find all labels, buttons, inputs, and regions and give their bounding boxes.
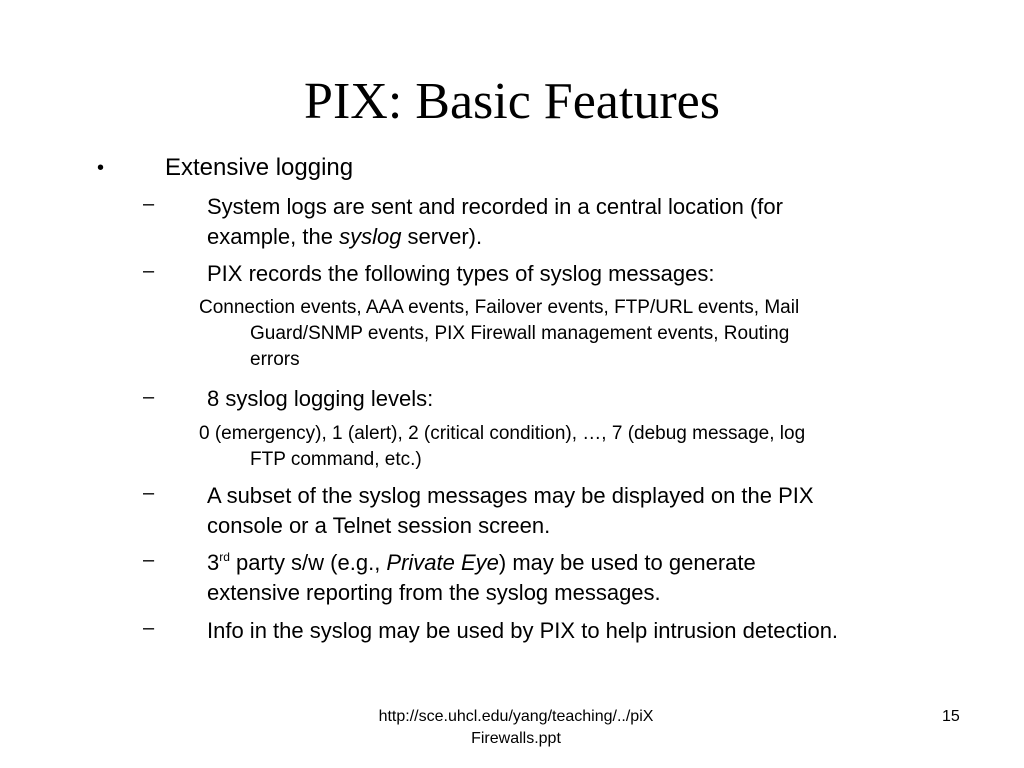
detail-line: FTP command, etc.) (250, 449, 422, 470)
sub-point-line: System logs are sent and recorded in a central location (for (207, 194, 783, 219)
page-number: 15 (942, 708, 960, 725)
sub-point-console-display (207, 481, 814, 541)
sub-point-logging-levels: 8 syslog logging levels: (207, 386, 434, 411)
sub-point-line (207, 548, 756, 578)
sub-point-line: A subset of the syslog messages may be displayed on the PIX (207, 483, 814, 508)
sub-point-third-party (207, 548, 756, 608)
detail-line: Connection events, AAA events, Failover events, FTP/URL events, Mail (199, 297, 800, 318)
sub-point-line: extensive reporting from the syslog messages. (207, 580, 661, 605)
dash-icon: – (143, 482, 155, 504)
sub-point-central-logging (207, 192, 783, 252)
dash-icon: – (143, 193, 155, 215)
superscript: rd (219, 549, 230, 564)
detail-line: errors (250, 349, 300, 370)
detail-line: 0 (emergency), 1 (alert), 2 (critical condition), …, 7 (debug message, log (199, 423, 806, 444)
sub-point-intrusion-detection: Info in the syslog may be used by PIX to help intrusion detection. (207, 618, 839, 643)
main-point: Extensive logging (165, 154, 354, 181)
sub-point-message-types: PIX records the following types of syslog messages: (207, 261, 715, 286)
detail-line: Guard/SNMP events, PIX Firewall management events, Routing (250, 323, 790, 344)
text-run: example, the (207, 224, 340, 249)
dash-icon: – (143, 549, 155, 571)
dash-icon: – (143, 260, 155, 282)
dash-icon: – (143, 386, 155, 408)
footer-source: http://sce.uhcl.edu/yang/teaching/../piX Firewalls.ppt (378, 708, 654, 747)
text-run: 3 (207, 550, 220, 575)
text-run-italic: Private Eye (386, 550, 499, 575)
bullet-icon: • (97, 157, 105, 179)
dash-icon: – (143, 617, 155, 639)
sub-point-line: console or a Telnet session screen. (207, 513, 551, 538)
detail-message-types (199, 295, 799, 373)
text-run-italic: syslog (339, 224, 402, 249)
text-run: server). (401, 224, 483, 249)
text-run: ) may be used to generate (498, 550, 756, 575)
slide-title: PIX: Basic Features (304, 73, 720, 130)
text-run: party s/w (e.g., (229, 550, 387, 575)
sub-point-line (207, 222, 783, 252)
detail-logging-levels (199, 421, 805, 473)
